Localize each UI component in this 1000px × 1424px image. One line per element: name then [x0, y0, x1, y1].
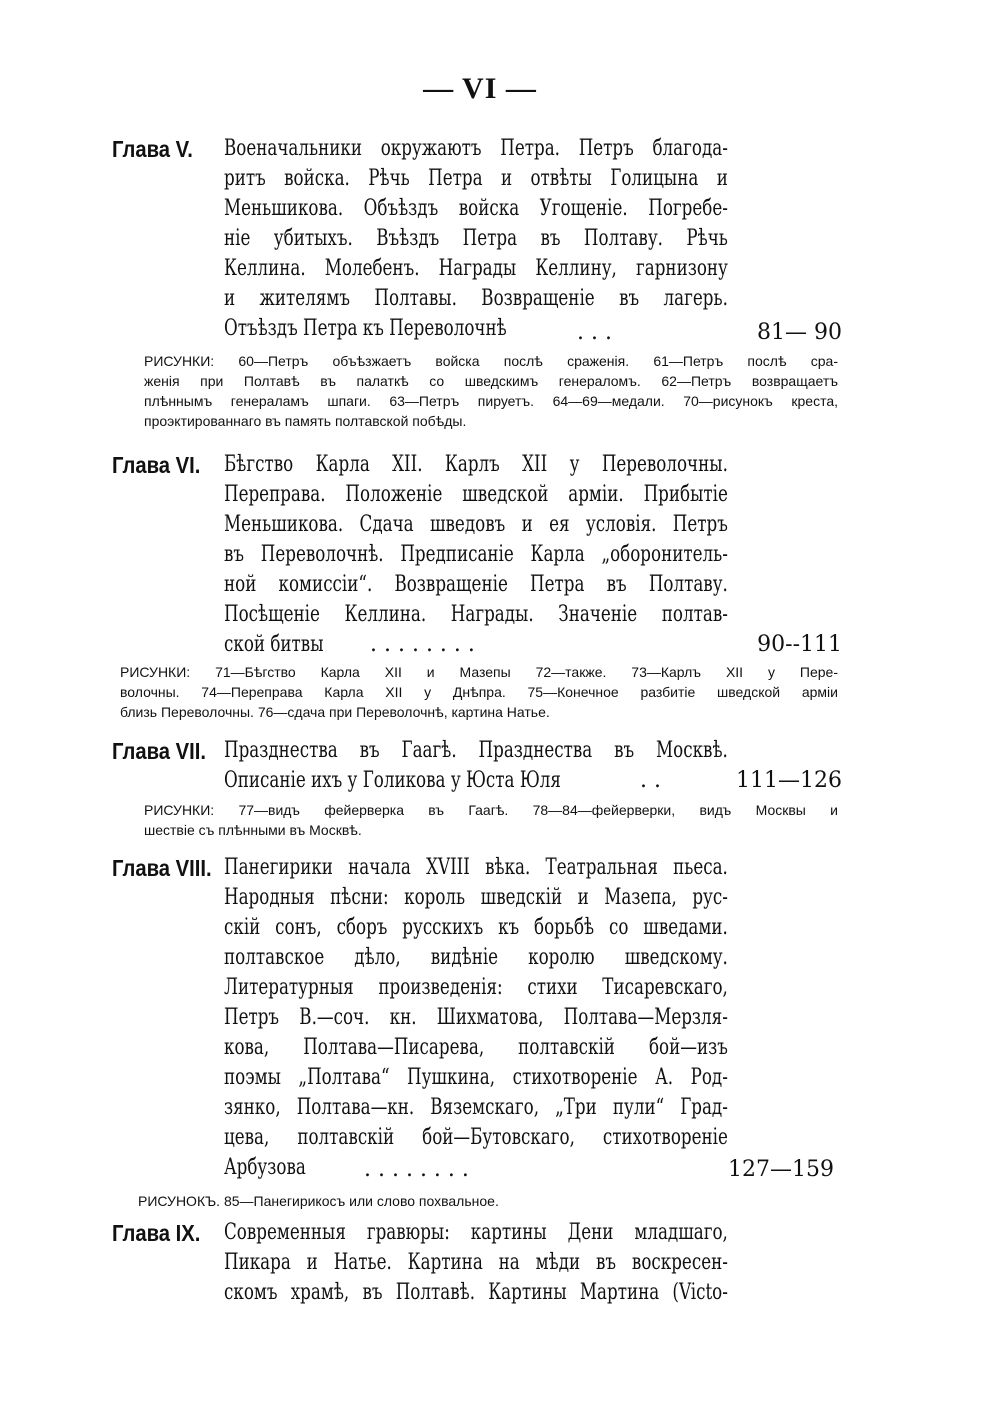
chapter-text-line: Переправа. Положеніе шведской арміи. Прибытіе: [224, 482, 728, 507]
figures-line: проэктированнаго въ память полтавской побѣды.: [144, 413, 467, 429]
chapter-text-line: зянко, Полтава—кн. Вяземскаго, „Три пули“ Град-: [224, 1095, 728, 1120]
chapter-text-line: Бѣгство Карла XII. Карлъ XII у Переволочны.: [224, 452, 728, 477]
chapter-description: [224, 853, 728, 1183]
chapter-text-line: полтавское дѣло, видѣніе королю шведскому.: [224, 945, 728, 970]
chapter-text-line: Народныя пѣсни: король шведскій и Мазепа, рус-: [224, 885, 728, 910]
chapter-text-line: въ Переволочнѣ. Предписаніе Карла „оборонитель-: [224, 542, 728, 567]
chapter-text-line: Военачальники окружаютъ Петра. Петръ благода-: [224, 136, 728, 161]
chapter-text-line: Посѣщеніе Келлина. Награды. Значеніе полтав-: [224, 602, 728, 627]
figures-list: [144, 351, 838, 431]
chapter-text-line: Описаніе ихъ у Голикова у Юста Юля: [224, 768, 561, 793]
chapter-text-line: Современныя гравюры: картины Дени младшаго,: [224, 1220, 728, 1245]
chapter-text-line: кова, Полтава—Писарева, полтавскій бой—изъ: [224, 1035, 728, 1060]
figures-line: РИСУНОКЪ. 85—Панегирикосъ или слово похвальное.: [138, 1193, 499, 1209]
chapter-text-line: ской битвы: [224, 632, 324, 657]
figures-line: близь Переволочны. 76—сдача при Переволочнѣ, картина Натье.: [120, 704, 550, 720]
chapter-text-line: ритъ войска. Рѣчь Петра и отвѣты Голицына и: [224, 166, 728, 191]
figures-line: волочны. 74—Переправа Карла XII у Днѣпра. 75—Конечное разбитіе шведской арміи: [120, 684, 838, 700]
chapter-text-line: Панегирики начала XVIII вѣка. Театральная пьеса.: [224, 855, 728, 880]
page-range: 111—126: [736, 768, 842, 793]
chapter-text-line: Литературныя произведенія: стихи Тисаревскаго,: [224, 975, 728, 1000]
figures-list: [120, 662, 838, 722]
figures-list: [138, 1191, 832, 1211]
chapter-text-line: Келлина. Молебенъ. Награды Келлину, гарнизону: [224, 256, 728, 281]
chapter-description: [224, 1218, 728, 1308]
chapter-text-line: Отъѣздъ Петра къ Переволочнѣ: [224, 316, 507, 341]
page-range: 127—159: [728, 1157, 834, 1182]
chapter-text-line: Празднества въ Гаагѣ. Празднества въ Москвѣ.: [224, 738, 728, 763]
chapter-text-line: Петръ В.—соч. кн. Шихматова, Полтава—Мерзля-: [224, 1005, 728, 1030]
chapter-text-line: ніе убитыхъ. Въѣздъ Петра въ Полтаву. Рѣчь: [224, 226, 728, 251]
figures-list: [144, 800, 838, 840]
chapter-text-line: и жителямъ Полтавы. Возвращеніе въ лагерь.: [224, 286, 728, 311]
chapter-text-line: Арбузова: [224, 1155, 306, 1180]
chapter-text-line: Меньшикова. Сдача шведовъ и ея условія. Петръ: [224, 512, 728, 537]
chapter-text-line: Меньшикова. Объѣздъ войска Угощеніе. Погребе-: [224, 196, 728, 221]
figures-line: шествіе съ плѣнными въ Москвѣ.: [144, 822, 362, 838]
dot-leader: . . .: [577, 320, 612, 345]
chapter-text-line: Пикара и Натье. Картина на мѣди въ воскресен-: [224, 1250, 728, 1275]
chapter-text-line: скій сонъ, сборъ русскихъ къ борьбѣ со шведами.: [224, 915, 728, 940]
chapter-text-line: скомъ храмѣ, въ Полтавѣ. Картины Мартина (Victo-: [224, 1280, 728, 1305]
dot-leader: . . . . . . . .: [370, 632, 475, 657]
page-range: 90--111: [757, 632, 842, 657]
chapter-description: [224, 450, 728, 660]
figures-line: плѣннымъ генераламъ шпаги. 63—Петръ пируетъ. 64—69—медали. 70—рисунокъ креста,: [144, 393, 838, 409]
chapter-text-line: ной комиссіи“. Возвращеніе Петра въ Полтаву.: [224, 572, 728, 597]
figures-line: РИСУНКИ: 71—Бѣгство Карла XII и Мазепы 72—также. 73—Карлъ XII у Пере-: [120, 664, 838, 680]
page-number: — VI —: [423, 72, 537, 105]
figures-line: женія при Полтавѣ въ палаткѣ со шведскимъ генераломъ. 62—Петръ возвращаетъ: [144, 373, 838, 389]
chapter-text-line: цева, полтавскій бой—Бутовскаго, стихотвореніе: [224, 1125, 728, 1150]
chapter-label: Глава VII.: [112, 738, 207, 764]
chapter-description: [224, 134, 728, 344]
figures-line: РИСУНКИ: 60—Петръ объѣзжаетъ войска послѣ сраженія. 61—Петръ послѣ сра-: [144, 353, 838, 369]
chapter-text-line: поэмы „Полтава“ Пушкина, стихотвореніе А. Род-: [224, 1065, 728, 1090]
dot-leader: . .: [640, 768, 661, 793]
chapter-label: Глава IX.: [112, 1220, 201, 1246]
page-range: 81— 90: [757, 320, 842, 345]
figures-line: РИСУНКИ: 77—видъ фейерверка въ Гаагѣ. 78—84—фейерверки, видъ Москвы и: [144, 802, 838, 818]
dot-leader: . . . . . . . .: [364, 1157, 469, 1182]
chapter-label: Глава VI.: [112, 452, 201, 478]
chapter-label: Глава V.: [112, 136, 193, 162]
chapter-label: Глава VIII.: [112, 855, 212, 881]
